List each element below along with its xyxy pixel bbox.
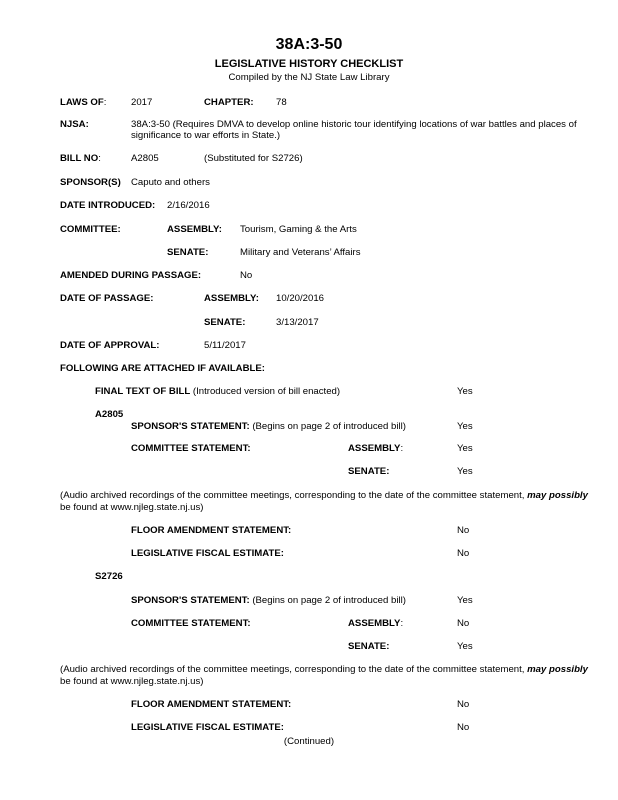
s2726-sponsor-statement: SPONSOR'S STATEMENT: (Begins on page 2 of introduced bill) <box>131 595 406 606</box>
committee-assembly-value: Tourism, Gaming & the Arts <box>240 224 357 235</box>
substituted-note: (Substituted for S2726) <box>204 153 303 164</box>
date-of-passage-label: DATE OF PASSAGE: <box>60 293 154 304</box>
committee-senate-label: SENATE: <box>167 247 209 258</box>
s2726-committee-statement-label: COMMITTEE STATEMENT: <box>131 618 251 629</box>
a2805-committee-assembly-label: ASSEMBLY: <box>348 443 404 454</box>
s2726-floor-amendment-label: FLOOR AMENDMENT STATEMENT: <box>131 699 292 710</box>
chapter-value: 78 <box>276 97 287 108</box>
date-introduced-value: 2/16/2016 <box>167 200 210 211</box>
s2726-committee-senate-value: Yes <box>457 641 473 652</box>
s2726-fiscal-estimate-value: No <box>457 722 470 733</box>
s2726-committee-assembly-label: ASSEMBLY: <box>348 618 404 629</box>
a2805-heading: A2805 <box>95 409 124 420</box>
committee-label: COMMITTEE: <box>60 224 121 235</box>
final-text-row: FINAL TEXT OF BILL (Introduced version of bill enacted) <box>95 386 341 397</box>
a2805-fiscal-estimate-value: No <box>457 548 470 559</box>
amended-value: No <box>240 270 253 281</box>
date-of-approval-value: 5/11/2017 <box>204 340 246 351</box>
s2726-floor-amendment-value: No <box>457 699 470 710</box>
amended-label: AMENDED DURING PASSAGE: <box>60 270 202 281</box>
passage-assembly-value: 10/20/2016 <box>276 293 325 304</box>
a2805-floor-amendment-value: No <box>457 525 470 536</box>
laws-of-value: 2017 <box>131 97 153 108</box>
njsa-line1: 38A:3-50 (Requires DMVA to develop online historic tour identifying locations of war battles and places of <box>131 119 577 130</box>
committee-senate-value: Military and Veterans’ Affairs <box>240 247 361 258</box>
compiled-by: Compiled by the NJ State Law Library <box>228 72 390 83</box>
passage-senate-value: 3/13/2017 <box>276 317 319 328</box>
sponsor-label: SPONSOR(S) <box>60 177 121 188</box>
statute-title: 38A:3-50 <box>275 36 343 53</box>
a2805-committee-senate-value: Yes <box>457 466 473 477</box>
final-text-value: Yes <box>457 386 473 397</box>
s2726-audio-note-line1: (Audio archived recordings of the committee meetings, corresponding to the date of the committee statement, may possibly <box>60 664 588 675</box>
s2726-committee-senate-label: SENATE: <box>348 641 390 652</box>
bill-no-label: BILL NO: <box>60 153 101 164</box>
continued-note: (Continued) <box>283 736 335 747</box>
njsa-label: NJSA: <box>60 119 89 130</box>
a2805-audio-note-line2: be found at www.njleg.state.nj.us) <box>60 502 204 513</box>
a2805-sponsor-statement-value: Yes <box>457 421 473 432</box>
following-heading: FOLLOWING ARE ATTACHED IF AVAILABLE: <box>60 363 265 374</box>
a2805-sponsor-statement: SPONSOR'S STATEMENT: (Begins on page 2 of introduced bill) <box>131 421 406 432</box>
committee-assembly-label: ASSEMBLY: <box>167 224 222 235</box>
njsa-line2: significance to war efforts in State.) <box>131 130 281 141</box>
s2726-fiscal-estimate-label: LEGISLATIVE FISCAL ESTIMATE: <box>131 722 284 733</box>
date-of-approval-label: DATE OF APPROVAL: <box>60 340 160 351</box>
a2805-committee-assembly-value: Yes <box>457 443 473 454</box>
chapter-label: CHAPTER: <box>204 97 254 108</box>
passage-senate-label: SENATE: <box>204 317 246 328</box>
a2805-committee-statement-label: COMMITTEE STATEMENT: <box>131 443 251 454</box>
sponsor-value: Caputo and others <box>131 177 210 188</box>
s2726-committee-assembly-value: No <box>457 618 470 629</box>
checklist-title: LEGISLATIVE HISTORY CHECKLIST <box>214 58 404 70</box>
date-introduced-label: DATE INTRODUCED: <box>60 200 156 211</box>
a2805-audio-note-line1: (Audio archived recordings of the committee meetings, corresponding to the date of the committee statement, may possibly <box>60 490 588 501</box>
laws-of-label: LAWS OF: <box>60 97 107 108</box>
a2805-floor-amendment-label: FLOOR AMENDMENT STATEMENT: <box>131 525 292 536</box>
passage-assembly-label: ASSEMBLY: <box>204 293 259 304</box>
s2726-sponsor-statement-value: Yes <box>457 595 473 606</box>
a2805-fiscal-estimate-label: LEGISLATIVE FISCAL ESTIMATE: <box>131 548 284 559</box>
bill-no-value: A2805 <box>131 153 159 164</box>
s2726-audio-note-line2: be found at www.njleg.state.nj.us) <box>60 676 204 687</box>
s2726-heading: S2726 <box>95 571 123 582</box>
a2805-committee-senate-label: SENATE: <box>348 466 390 477</box>
